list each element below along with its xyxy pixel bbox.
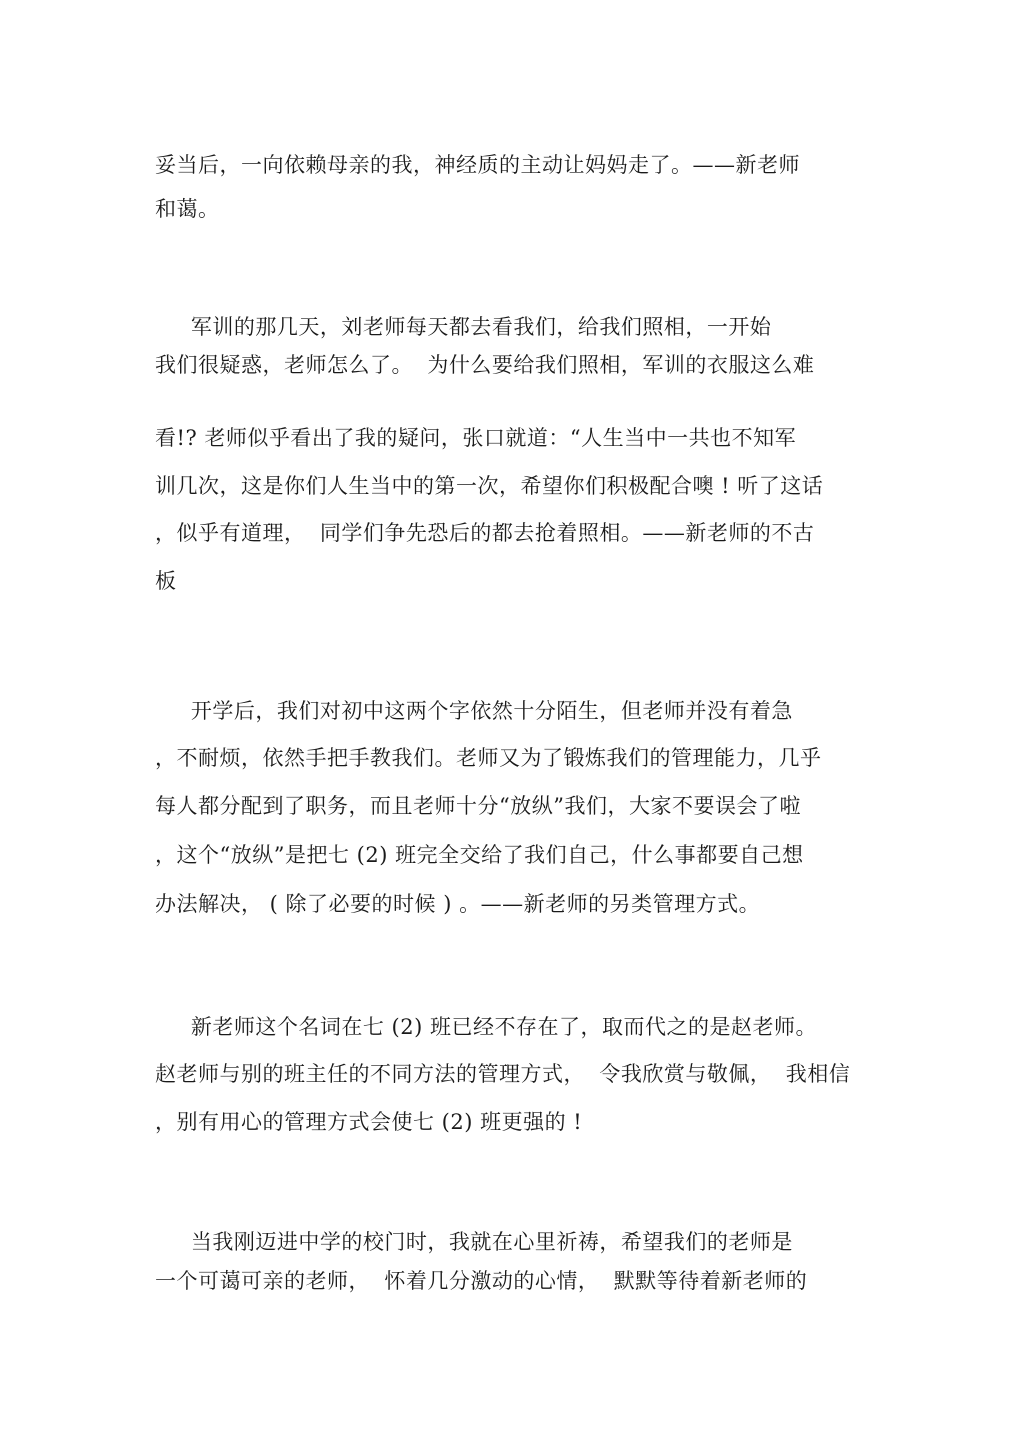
text-line: ，别有用心的管理方式会使七 (2) 班更强的 ! xyxy=(155,1110,583,1134)
text-line: 板 xyxy=(155,569,177,593)
text-line: 和蔼。 xyxy=(155,197,220,221)
text-line: ，这个“放纵”是把七 (2) 班完全交给了我们自己，什么事都要自己想 xyxy=(155,843,804,867)
text-line: 妥当后，一向依赖母亲的我，神经质的主动让妈妈走了。——新老师 xyxy=(155,153,800,177)
text-line: 一个可蔼可亲的老师， 怀着几分激动的心情， 默默等待着新老师的 xyxy=(155,1269,808,1293)
text-line: 新老师这个名词在七 (2) 班已经不存在了，取而代之的是赵老师。 xyxy=(155,1015,817,1039)
text-line: 开学后，我们对初中这两个字依然十分陌生，但老师并没有着急 xyxy=(155,699,793,723)
text-line: 训几次，这是你们人生当中的第一次，希望你们积极配合噢 ! 听了这话 xyxy=(155,474,824,498)
text-line: 我们很疑惑，老师怎么了。 为什么要给我们照相，军训的衣服这么难 xyxy=(155,353,815,377)
text-line: 军训的那几天，刘老师每天都去看我们，给我们照相，一开始 xyxy=(155,315,772,339)
text-line: 看!? 老师似乎看出了我的疑问，张口就道：“人生当中一共也不知军 xyxy=(155,426,797,450)
text-line: ，不耐烦，依然手把手教我们。老师又为了锻炼我们的管理能力，几乎 xyxy=(155,746,822,770)
text-line: 每人都分配到了职务，而且老师十分“放纵”我们，大家不要误会了啦 xyxy=(155,794,801,818)
text-line: 赵老师与别的班主任的不同方法的管理方式， 令我欣赏与敬佩， 我相信 xyxy=(155,1062,851,1086)
text-line: 办法解决， ( 除了必要的时候 ) 。——新老师的另类管理方式。 xyxy=(155,892,761,916)
text-line: ，似乎有道理， 同学们争先恐后的都去抢着照相。——新老师的不古 xyxy=(155,521,815,545)
text-line: 当我刚迈进中学的校门时，我就在心里祈祷，希望我们的老师是 xyxy=(155,1230,793,1254)
